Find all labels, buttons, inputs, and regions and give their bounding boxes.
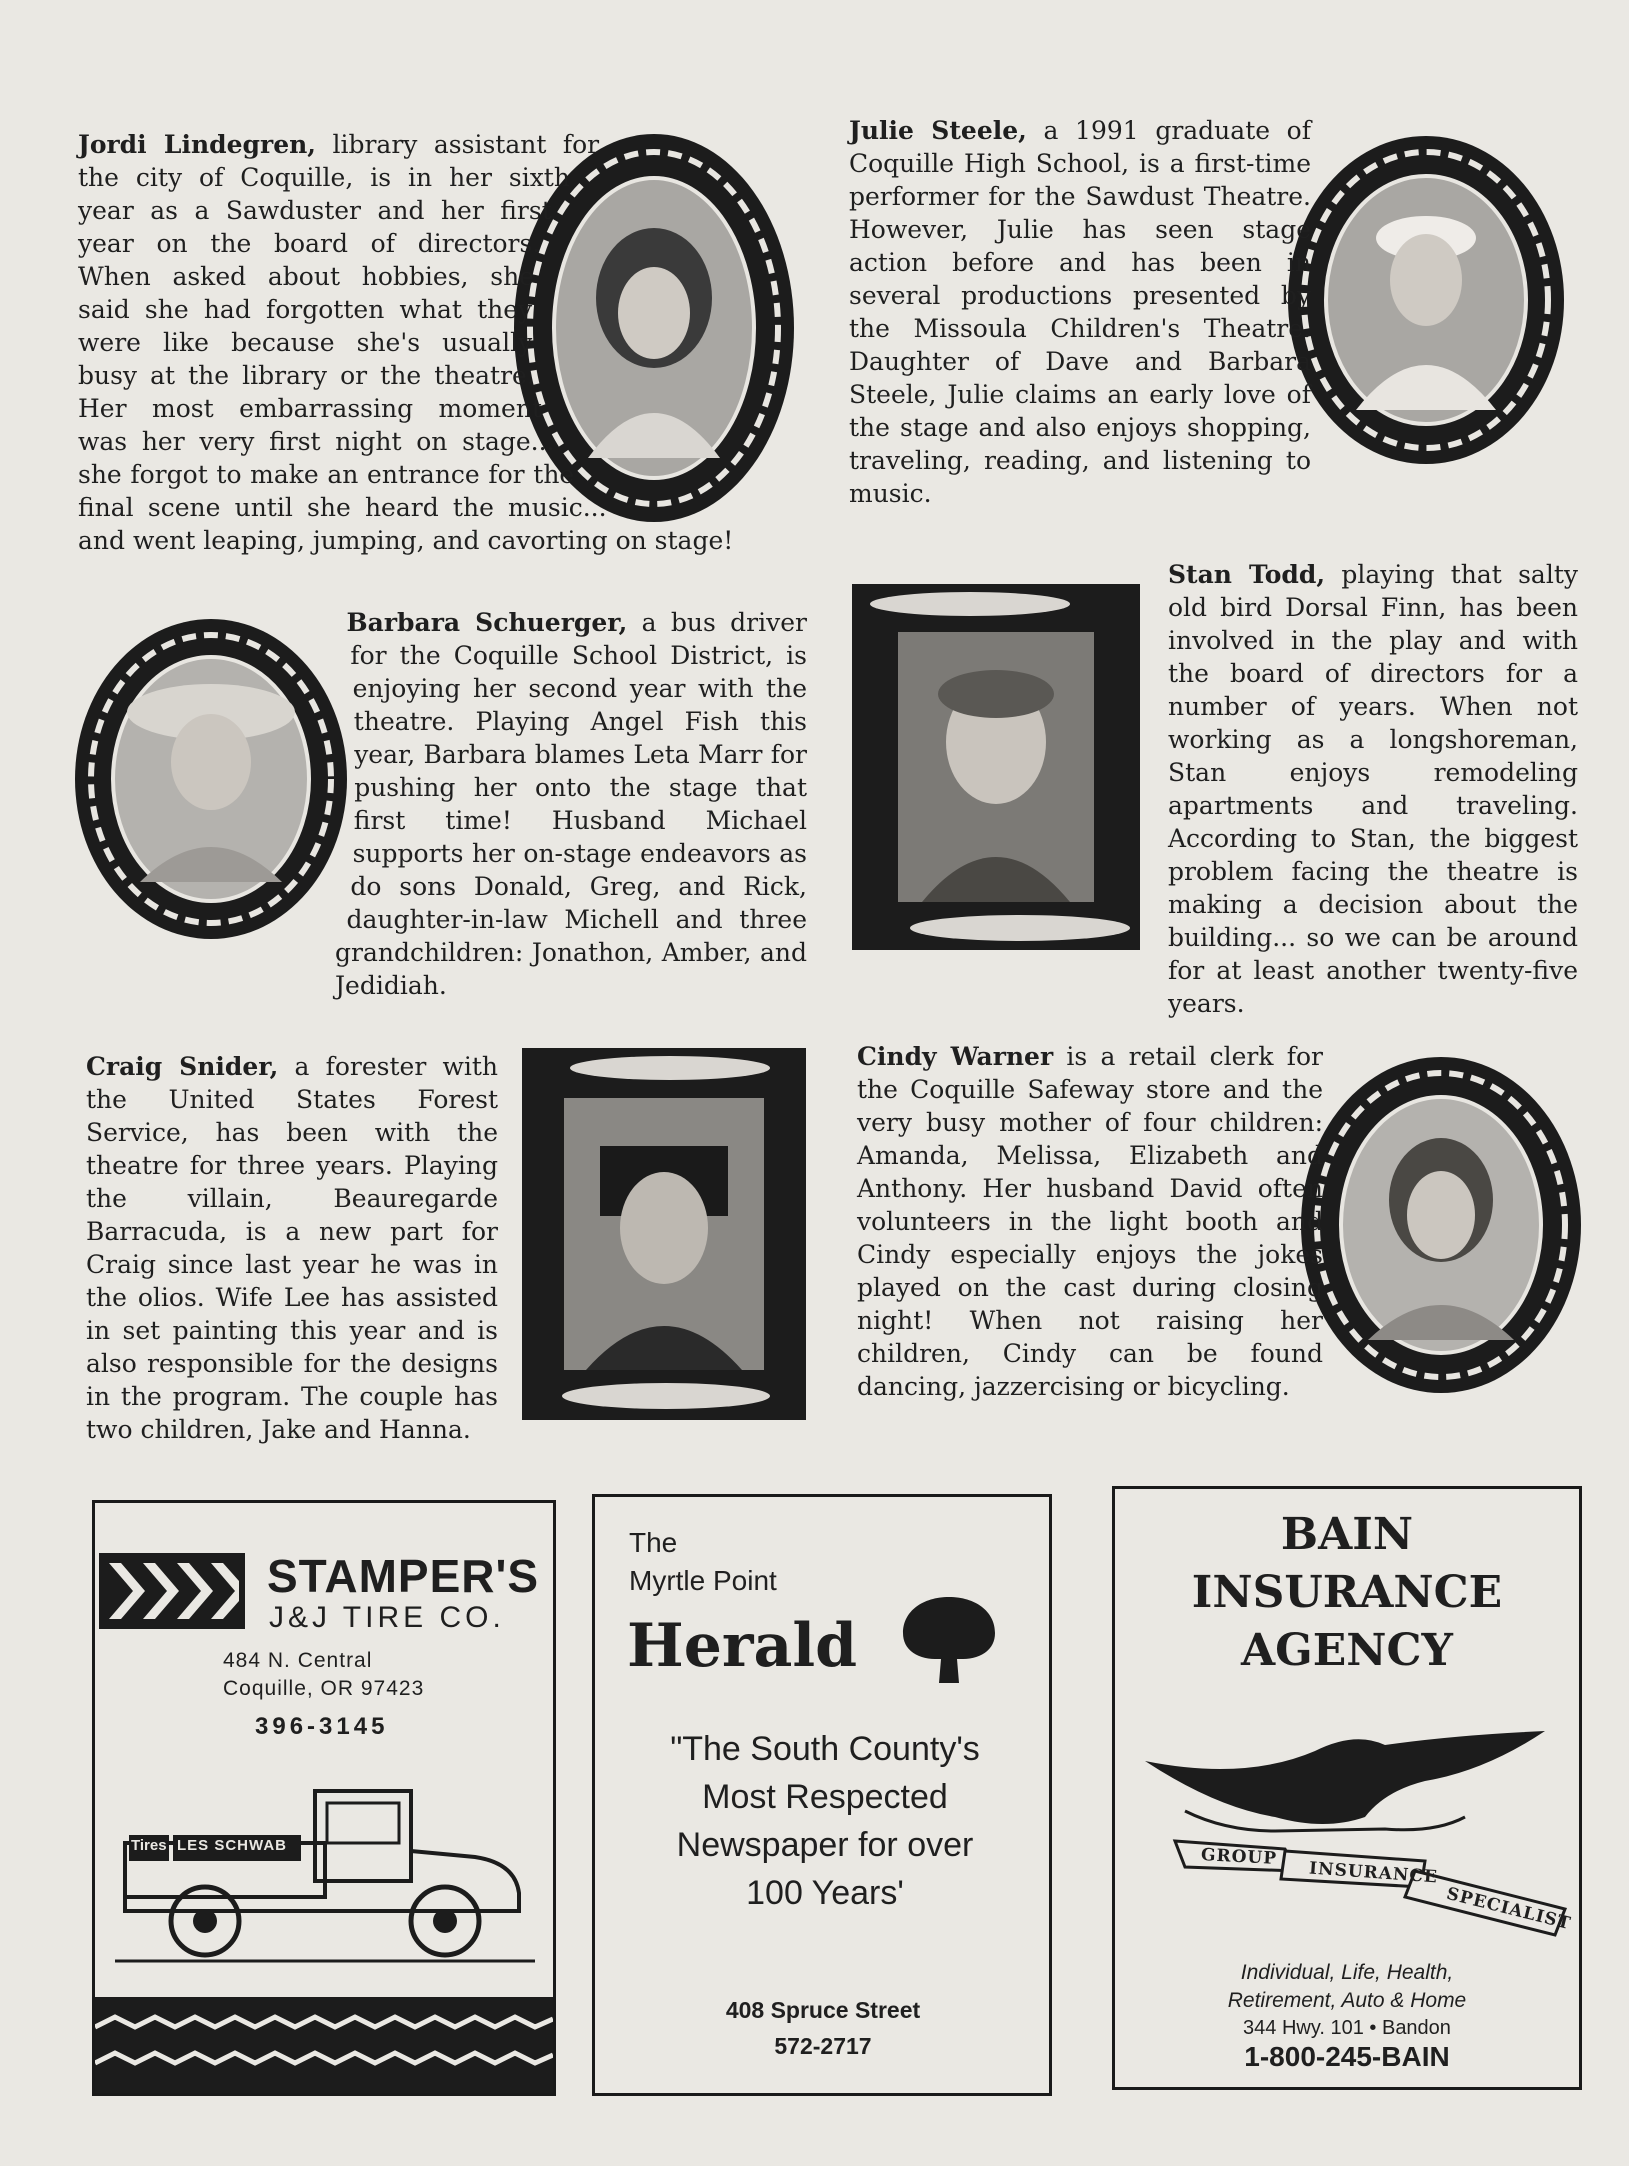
stampers-address-2: Coquille, OR 97423: [223, 1677, 425, 1700]
bio-cindy-warner: [857, 1040, 1323, 1403]
cindy-warner-photo: [1296, 1050, 1586, 1400]
bain-line-2: INSURANCE: [1191, 1567, 1503, 1618]
truck-sign-les-schwab: LES SCHWAB: [177, 1837, 288, 1854]
bain-address: 344 Hwy. 101 • Bandon: [1243, 2017, 1451, 2039]
bio-name: Jordi Lindegren,: [78, 130, 316, 159]
ad-myrtle-point-herald: [592, 1494, 1052, 2096]
bio-stan-todd: [1168, 558, 1578, 1020]
herald-the: The: [629, 1527, 678, 1558]
barbara-schuerger-photo: [70, 612, 352, 946]
herald-town: Myrtle Point: [629, 1565, 777, 1596]
bio-name: Stan Todd,: [1168, 560, 1326, 589]
ad-stampers-tire: [92, 1500, 556, 2096]
bain-ribbon-specialist: SPECIALIST: [1444, 1883, 1574, 1935]
bio-text: a bus driver for the Coquille School District, is enjoying her second year with the theatre. Playing Angel Fish this year, Barbara blames Leta Marr for pushing her onto the stage that first time! Husband Michael supports her on-stage endeavors as do sons Donald, Greg, and Rick, daughter-in-law Michell and three grandchildren: Jonathon, Amber, and Jedidiah.: [335, 608, 807, 1000]
delivery-truck-icon: [115, 1781, 535, 1971]
bio-text: a 1991 graduate of Coquille High School, is a first-time performer for the Sawdust Theatre. However, Julie has seen stage action before and has been in several productions presented by the Missoula Children's Theatre. Daughter of Dave and Barbara Steele, Julie claims an early love of the stage and also enjoys shopping, traveling, reading, and listening to music.: [849, 116, 1311, 508]
herald-name: Herald: [627, 1611, 858, 1681]
bain-line-1: BAIN: [1280, 1509, 1414, 1560]
stan-todd-photo: [850, 582, 1142, 952]
myrtle-tree-logo-icon: [899, 1593, 999, 1689]
bain-ribbon-insurance: INSURANCE: [1308, 1858, 1439, 1888]
truck-sign-tires: Tires: [131, 1837, 167, 1854]
ornate-oval-frame-icon: [1282, 130, 1570, 470]
bio-jordi-lindegren: [78, 128, 804, 557]
herald-address: 408 Spruce Street: [725, 1997, 921, 2023]
ornate-oval-frame-icon: [70, 612, 352, 946]
stampers-name: STAMPER'S: [267, 1550, 540, 1602]
julie-steele-photo: [1282, 130, 1570, 470]
stampers-phone: 396-3145: [255, 1713, 389, 1740]
tire-tread-logo-icon: [99, 1553, 245, 1629]
bain-lines: Individual, Life, Health, Retirement, Auto & Home: [1227, 1961, 1467, 2012]
tire-tread-band-icon: [95, 1997, 553, 2093]
fish-frame-icon: [520, 1046, 808, 1422]
bio-name: Julie Steele,: [849, 116, 1027, 145]
ornate-oval-frame-icon: [1296, 1050, 1586, 1400]
stampers-address-1: 484 N. Central: [223, 1649, 373, 1672]
stampers-subtitle: J&J TIRE CO.: [269, 1601, 505, 1634]
bio-text: library assistant for the city of Coquille, is in her sixth year as a Sawduster and her first year on the board of directors. When asked about hobbies, she said she had forgotten what they were like because she's usually busy at the library or the theatre. Her most embarrassing moment was her very first night on stage... she forgot to make an entrance for the final scene until she heard the music... and went leaping, jumping, and cavorting on stage!: [78, 130, 734, 555]
craig-snider-photo: [520, 1046, 808, 1422]
bio-name: Barbara Schuerger,: [346, 608, 628, 637]
bio-julie-steele: [849, 114, 1311, 510]
bio-text: playing that salty old bird Dorsal Finn, has been involved in the play and with the board of directors for a number of years. When not working as a longshoreman, Stan enjoys remodeling apartments and traveling. According to Stan, the biggest problem facing the theatre is making a decision about the building... so we can be around for at least another twenty-five years.: [1168, 560, 1578, 1018]
bio-name: Cindy Warner: [857, 1042, 1054, 1071]
bain-line-3: AGENCY: [1241, 1625, 1453, 1676]
bio-text: is a retail clerk for the Coquille Safeway store and the very busy mother of four children: Amanda, Melissa, Elizabeth and Anthony. Her husband David often volunteers in the light booth and Cindy especially enjoys the jokes played on the cast during closing night! When not raising her children, Cindy can be found dancing, jazzercising or bicycling.: [857, 1042, 1323, 1401]
bio-craig-snider: [86, 1050, 498, 1446]
bain-phone: 1-800-245-BAIN: [1244, 2041, 1450, 2072]
bio-barbara-schuerger: [335, 606, 807, 1002]
herald-slogan: "The South County's Most Respected Newspaper for over 100 Years': [670, 1730, 980, 1912]
bain-ribbon-group: GROUP: [1200, 1845, 1278, 1869]
ad-bain-insurance: [1112, 1486, 1582, 2090]
herald-phone: 572-2717: [774, 2033, 872, 2059]
bio-name: Craig Snider,: [86, 1052, 279, 1081]
fish-frame-icon: [850, 582, 1142, 952]
bio-text: a forester with the United States Forest Service, has been with the theatre for three years. Playing the villain, Beauregarde Barracuda, is a new part for Craig since last year he was in the olios. Wife Lee has assisted in set painting this year and is also responsible for the designs in the program. The couple has two children, Jake and Hanna.: [86, 1052, 498, 1444]
